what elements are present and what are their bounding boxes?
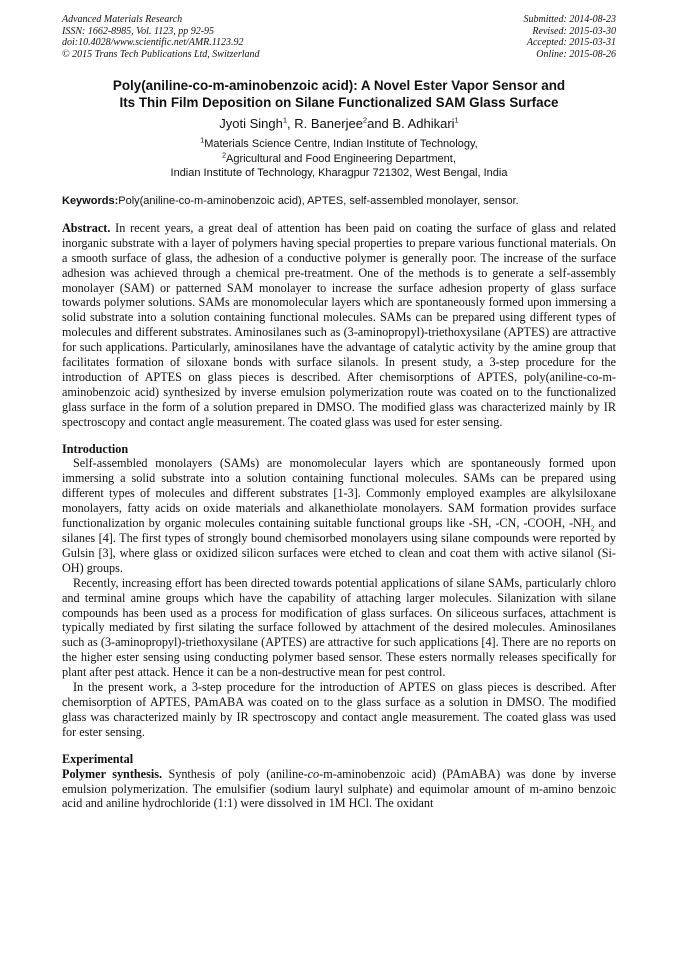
intro-paragraph-1 <box>62 456 616 575</box>
affiliation-2 <box>62 152 616 167</box>
abstract-text: In recent years, a great deal of attention has been paid on coating the surface of glass and related inorganic substrate with a layer of polymers having special properties to prepare various functional materials. On a smooth surface of glass, the adhesion of a conductive polymer is generally poor. The increase of the surface adhesion was achieved through a chemical pre-treatment. One of the methods is to generate a self-assembly monolayer (SAM) or patterned SAM monolayer to increase the surface adhesion property of glass surface towards polymer solutions. SAMs are monomolecular layers which are spontaneously formed upon immersing a solid substrate into a solution containing functional molecules. SAMs can be prepared using different types of molecules and different substrates. Aminosilanes such as (3-aminopropyl)-triethoxysilane (APTES) are attractive for such applications. Particularly, aminosilanes have the advantage of catalytic activity by the amine group that facilitates formation of siloxane bonds with surface silanols. In present study, a 3-step procedure for the introduction of APTES on glass pieces is described. After chemisorptions of APTES, poly(aniline-co-m-aminobenzoic acid) synthesized by inverse emulsion polymerization route was coated on to the functionalized glass surface in the form of a solution prepared in DMSO. The modified glass was characterized mainly by IR spectroscopy and contact angle measurement. The coated glass was used for ester sensing. <box>62 220 616 429</box>
experimental-body <box>62 767 616 812</box>
doi: doi:10.4028/www.scientific.net/AMR.1123.92 <box>62 37 244 49</box>
author-list <box>62 115 616 132</box>
experimental-text-a: Synthesis of poly (aniline- <box>162 766 308 781</box>
abstract <box>62 221 616 430</box>
affiliation-2-text: Agricultural and Food Engineering Department, <box>225 152 456 165</box>
copyright: © 2015 Trans Tech Publications Ltd, Switzerland <box>62 48 260 60</box>
intro-paragraph-2: Recently, increasing effort has been directed towards potential applications of silane SAMs, particularly chloro and terminal amine groups which have the capability of attaching larger molecules. Silanization with silane compounds has been used as a process for modification of glass surfaces. On siliceous surfaces, attachment is typically mediated by first silating the surface followed by attachment of the desired molecules. Aminosilanes such as (3-aminopropyl)-triethoxysilane (APTES) are attractive for such applications [4]. There are no reports on the higher ester sensing using conducting polymer based sensor. These esters normally releases specifically for plant after pest attack. Hence it can be a non-destructive mean for pest control. <box>62 575 616 680</box>
accepted-date: Accepted: 2015-03-31 <box>526 37 616 49</box>
polymer-synthesis-label: Polymer synthesis. <box>62 766 162 781</box>
author-2: , R. Banerjee <box>287 116 363 132</box>
paper-page <box>62 14 616 811</box>
intro-p1-text-b: and silanes [4]. The first types of strongly bound chemisorbed monolayers using silane compounds were reported by Gulsin [3], where glass or oxidized silicon surfaces were etched to clean and coat them with active silanol (Si-OH) groups. <box>62 516 616 575</box>
revised-date: Revised: 2015-03-30 <box>532 25 616 37</box>
paper-title <box>62 77 616 111</box>
author-3: and B. Adhikari <box>367 116 455 132</box>
affiliation-2-mark: 2 <box>222 152 226 160</box>
experimental-italic-co: co <box>307 766 320 781</box>
affiliation-address: Indian Institute of Technology, Kharagpur 721302, West Bengal, India <box>170 167 508 180</box>
journal-info <box>62 14 260 60</box>
author-2-affil: 2 <box>362 116 368 126</box>
experimental-heading: Experimental <box>62 751 134 766</box>
intro-paragraph-3: In the present work, a 3-step procedure for the introduction of APTES on glass pieces is described. After chemisorption of APTES, PAmABA was coated on to the glass surface as a solution in DMSO. The modified glass was characterized mainly by IR spectroscopy and contact angle measurement. The coated glass was used for ester sensing. <box>62 680 616 739</box>
keywords-label: Keywords: <box>62 194 119 207</box>
experimental-text-b: -m-aminobenzoic acid) (PAmABA) was done by inverse emulsion polymerization. The emulsifier (sodium lauryl sulphate) and equimolar amount of m-amino benzoic acid and aniline hydrochloride (1:1) were dissolved in 1M HCl. The oxidant <box>62 766 616 811</box>
submitted-date: Submitted: 2014-08-23 <box>523 14 616 25</box>
author-1: Jyoti Singh <box>219 116 283 132</box>
introduction-body <box>62 456 616 739</box>
dates-info <box>524 14 617 60</box>
online-date: Online: 2015-08-26 <box>536 48 616 60</box>
keywords <box>62 194 616 208</box>
author-3-affil: 1 <box>454 116 459 126</box>
keywords-text: Poly(aniline-co-m-aminobenzoic acid), APTES, self-assembled monolayer, sensor. <box>118 194 519 207</box>
title-line-1: Poly(aniline-co-m-aminobenzoic acid): A Novel Ester Vapor Sensor and <box>112 78 566 94</box>
affiliations <box>62 137 616 181</box>
running-header <box>62 14 616 60</box>
introduction-heading: Introduction <box>62 441 129 456</box>
author-1-affil: 1 <box>282 116 288 126</box>
affiliation-1 <box>62 137 616 152</box>
journal-name: Advanced Materials Research <box>62 14 183 25</box>
intro-p1-text-a: Self-assembled monolayers (SAMs) are monomolecular layers which are spontaneously formed upon immersing a solid substrate into a solution containing functional molecules. SAMs can be prepared using different types of molecules and different substrates [1-3]. Commonly employed examples are alkylsiloxane monolayers, fatty acids on oxide materials and alkanethiolate monolayers. SAM formation provides surface functionalization by organic molecules containing suitable functional groups like -SH, -CN, -COOH, -NH <box>62 456 616 531</box>
affiliation-1-text: Materials Science Centre, Indian Institute of Technology, <box>204 138 478 151</box>
abstract-label: Abstract. <box>62 220 111 235</box>
title-line-2: Its Thin Film Deposition on Silane Functionalized SAM Glass Surface <box>119 95 559 111</box>
nh2-subscript: 2 <box>590 523 595 533</box>
affiliation-1-mark: 1 <box>200 137 205 145</box>
issn: ISSN: 1662-8985, Vol. 1123, pp 92-95 <box>62 25 215 37</box>
